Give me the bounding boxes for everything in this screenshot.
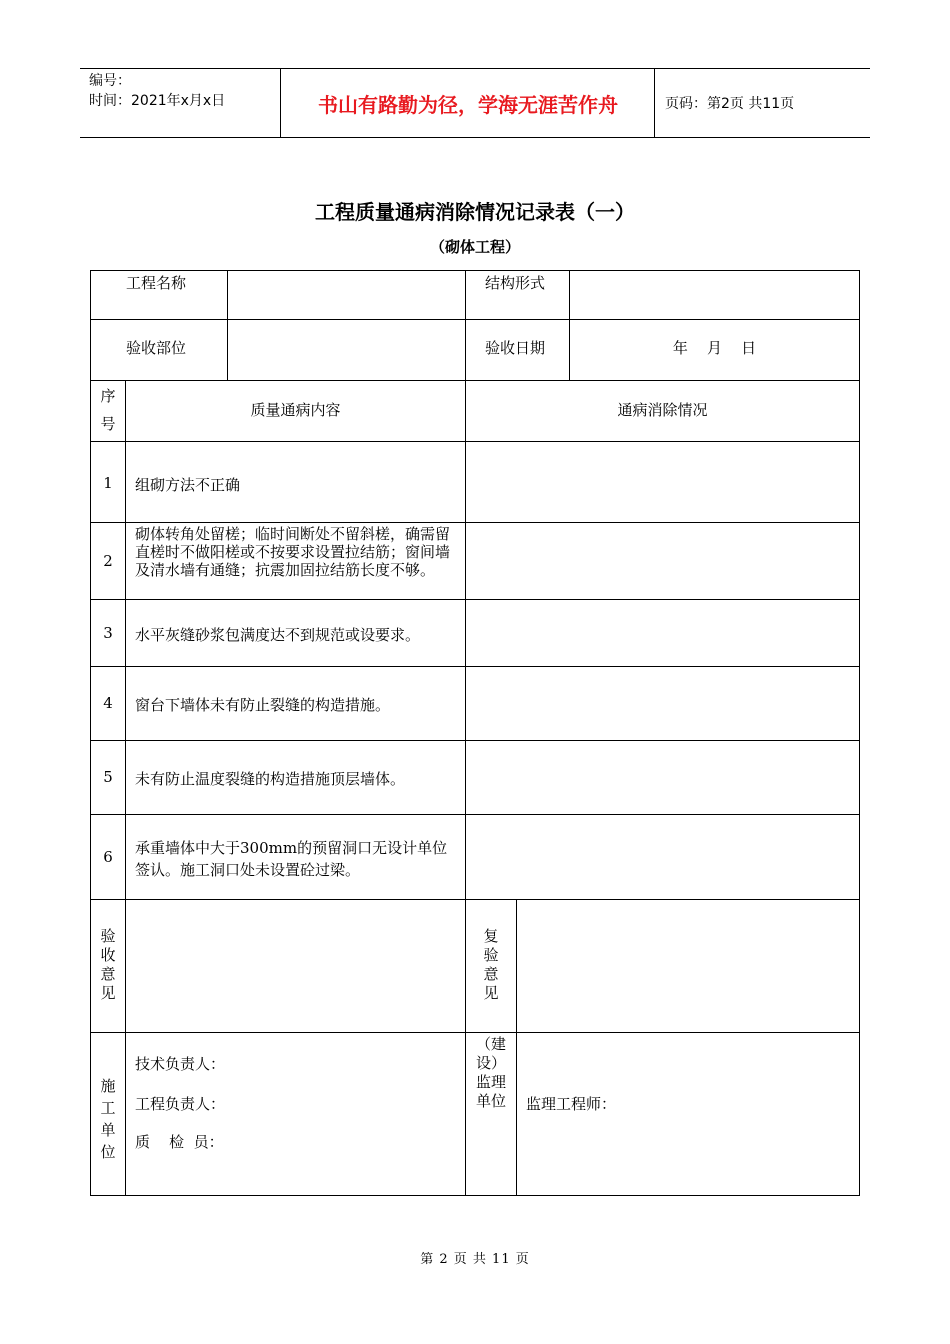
tech-lead-label: 技术负责人： [135,1055,226,1073]
status-header: 通病消除情况 [617,401,708,419]
row-no: 4 [103,694,113,712]
supervisor-label: 监理工程师： [526,1095,617,1113]
number-label: 编号： [89,73,131,89]
acceptance-opinion-field[interactable] [126,900,465,1032]
row-content: 承重墙体中大于300mm的预留洞口无设计单位签认。施工洞口处未设置砼过梁。 [135,839,448,879]
form-title: 工程质量通病消除情况记录表（一） [315,200,635,224]
time-label: 时间：2021年x月x日 [89,93,226,109]
row-no: 6 [103,848,113,866]
project-name-label: 工程名称 [126,274,187,292]
date-field[interactable]: 年 月 日 [672,339,757,357]
part-field[interactable] [228,320,465,380]
page-header [80,68,870,138]
row-no: 2 [103,552,113,570]
header-motto: 书山有路勤为径，学海无涯苦作舟 [282,69,655,137]
form-subtitle: （砌体工程） [429,238,520,256]
recheck-opinion-field[interactable] [517,900,859,1032]
row-status[interactable] [466,523,859,599]
date-label: 验收日期 [485,339,546,357]
row-content: 砌体转角处留槎；临时间断处不留斜槎，确需留直槎时不做阳槎或不按要求设置拉结筋；窗间墙及清水墙有通缝；抗震加固拉结筋长度不够。 [135,525,451,579]
structure-field[interactable] [570,271,859,319]
header-meta [80,69,281,137]
inspector-label: 质 检 员： [135,1133,224,1151]
content-header: 质量通病内容 [250,401,341,419]
supervision-unit-label: （建设）监理单位 [475,1035,506,1110]
header-page-info: 页码：第2页 共11页 [665,96,795,112]
row-status[interactable] [466,442,859,522]
construction-unit-label: 施工单位 [100,1077,116,1161]
row-no: 1 [103,474,113,492]
seq-header: 序号 [100,387,116,433]
row-content: 窗台下墙体未有防止裂缝的构造措施。 [135,696,391,714]
row-content: 组砌方法不正确 [135,476,241,494]
row-status[interactable] [466,600,859,666]
recheck-opinion-label: 复验意见 [483,927,499,1002]
acceptance-opinion-label: 验收意见 [100,927,116,1002]
row-content: 水平灰缝砂浆包满度达不到规范或设要求。 [135,626,421,644]
row-content: 未有防止温度裂缝的构造措施顶层墙体。 [135,770,406,788]
part-label: 验收部位 [126,339,187,357]
row-status[interactable] [466,667,859,740]
row-no: 3 [103,624,113,642]
row-status[interactable] [466,741,859,814]
row-no: 5 [103,768,113,786]
row-status[interactable] [466,815,859,899]
project-lead-label: 工程负责人： [135,1095,226,1113]
structure-label: 结构形式 [485,274,546,292]
project-name-field[interactable] [228,271,465,319]
page-footer: 第 2 页 共 11 页 [420,1252,530,1267]
